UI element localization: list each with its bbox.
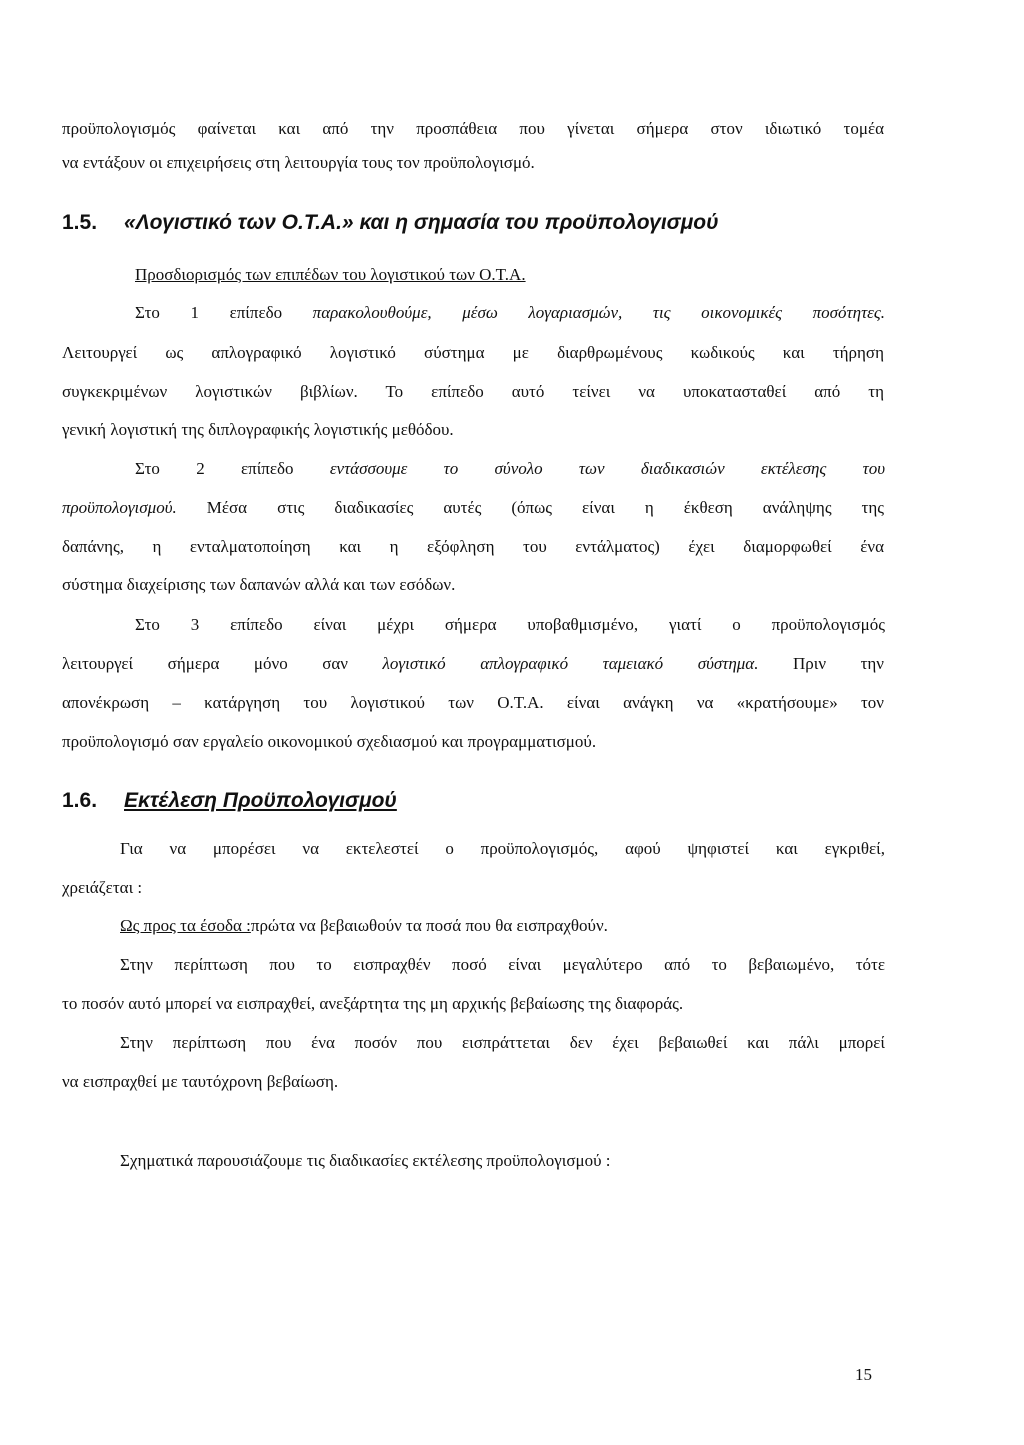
section-subtitle: Προσδιορισμός των επιπέδων του λογιστικού των Ο.Τ.Α.	[135, 265, 526, 284]
level3-line-3: απονέκρωση – κατάργηση του λογιστικού των Ο.Τ.Α. είναι ανάγκη να «κρατήσουμε» τον	[62, 693, 884, 712]
p3-line-2: να εισπραχθεί με ταυτόχρονη βεβαίωση.	[62, 1072, 339, 1091]
section-title: «Λογιστικό των Ο.Τ.Α.» και η σημασία του προϋπολογισμού	[124, 211, 719, 234]
level1-line-2: Λειτουργεί ως απλογραφικό λογιστικό σύστημα με διαρθρωμένους κωδικούς και τήρηση	[62, 343, 884, 362]
revenue-line	[120, 915, 608, 937]
level1-line-1	[135, 302, 885, 324]
schematic-line: Σχηματικά παρουσιάζουμε τις διαδικασίες εκτέλεσης προϋπολογισμού :	[120, 1151, 611, 1170]
section-number: 1.5.	[62, 211, 98, 234]
section-title: Εκτέλεση Προϋπολογισμού	[124, 789, 397, 812]
level3-line-1: Στο 3 επίπεδο είναι μέχρι σήμερα υποβαθμισμένο, γιατί ο προϋπολογισμός	[135, 615, 885, 634]
intro-line-1: προϋπολογισμός φαίνεται και από την προσπάθεια που γίνεται σήμερα στον ιδιωτικό τομέα	[62, 119, 884, 138]
level3-line-2-italic: λογιστικό απλογραφικό ταμειακό σύστημα.	[382, 654, 759, 673]
level3-line-2b: Πριν την	[793, 654, 884, 673]
level2-lead: Στο 2 επίπεδο	[135, 459, 294, 478]
level3-line-2	[62, 653, 884, 675]
intro-line-2: να εντάξουν οι επιχειρήσεις στη λειτουργία τους τον προϋπολογισμό.	[62, 153, 535, 172]
page-number: 15	[855, 1365, 872, 1384]
level2-line-4: σύστημα διαχείρισης των δαπανών αλλά και των εσόδων.	[62, 575, 456, 594]
section-1-5-heading	[62, 212, 719, 234]
level2-italic-1: εντάσσουμε το σύνολο των διαδικασιών εκτέλεσης του	[329, 459, 886, 478]
level2-line-3: δαπάνης, η ενταλματοποίηση και η εξόφληση του εντάλματος) έχει διαμορφωθεί ένα	[62, 537, 884, 556]
revenue-text: πρώτα να βεβαιωθούν τα ποσά που θα εισπραχθούν.	[250, 916, 608, 935]
level2-line-1	[135, 458, 885, 480]
level3-line-2a: λειτουργεί σήμερα μόνο σαν	[62, 654, 348, 673]
p3-line-1: Στην περίπτωση που ένα ποσόν που εισπράττεται δεν έχει βεβαιωθεί και πάλι μπορεί	[120, 1033, 885, 1052]
p2-line-1: Στην περίπτωση που το εισπραχθέν ποσό είναι μεγαλύτερο από το βεβαιωμένο, τότε	[120, 955, 885, 974]
level1-italic: παρακολουθούμε, μέσω λογαριασμών, τις οικονομικές ποσότητες.	[312, 303, 885, 322]
section-number: 1.6.	[62, 789, 98, 812]
section-1-6-heading	[62, 790, 397, 812]
revenue-label: Ως προς τα έσοδα :	[120, 916, 251, 935]
level2-line-2	[62, 497, 884, 519]
level3-line-4: προϋπολογισμό σαν εργαλείο οικονομικού σχεδιασμού και προγραμματισμού.	[62, 732, 597, 751]
p2-line-2: το ποσόν αυτό μπορεί να εισπραχθεί, ανεξάρτητα της μη αρχικής βεβαίωσης της διαφοράς.	[62, 994, 684, 1013]
level2-italic-2: προϋπολογισμού.	[62, 498, 177, 517]
p1-line-2: χρειάζεται :	[62, 878, 143, 897]
level1-line-4: γενική λογιστική της διπλογραφικής λογιστικής μεθόδου.	[62, 420, 454, 439]
level1-lead: Στο 1 επίπεδο	[135, 303, 283, 322]
level1-line-3: συγκεκριμένων λογιστικών βιβλίων. Το επίπεδο αυτό τείνει να υποκατασταθεί από τη	[62, 382, 884, 401]
p1-line-1: Για να μπορέσει να εκτελεστεί ο προϋπολογισμός, αφού ψηφιστεί και εγκριθεί,	[120, 839, 885, 858]
level2-rest-2: Μέσα στις διαδικασίες αυτές (όπως είναι η έκθεση ανάληψης της	[206, 498, 885, 517]
